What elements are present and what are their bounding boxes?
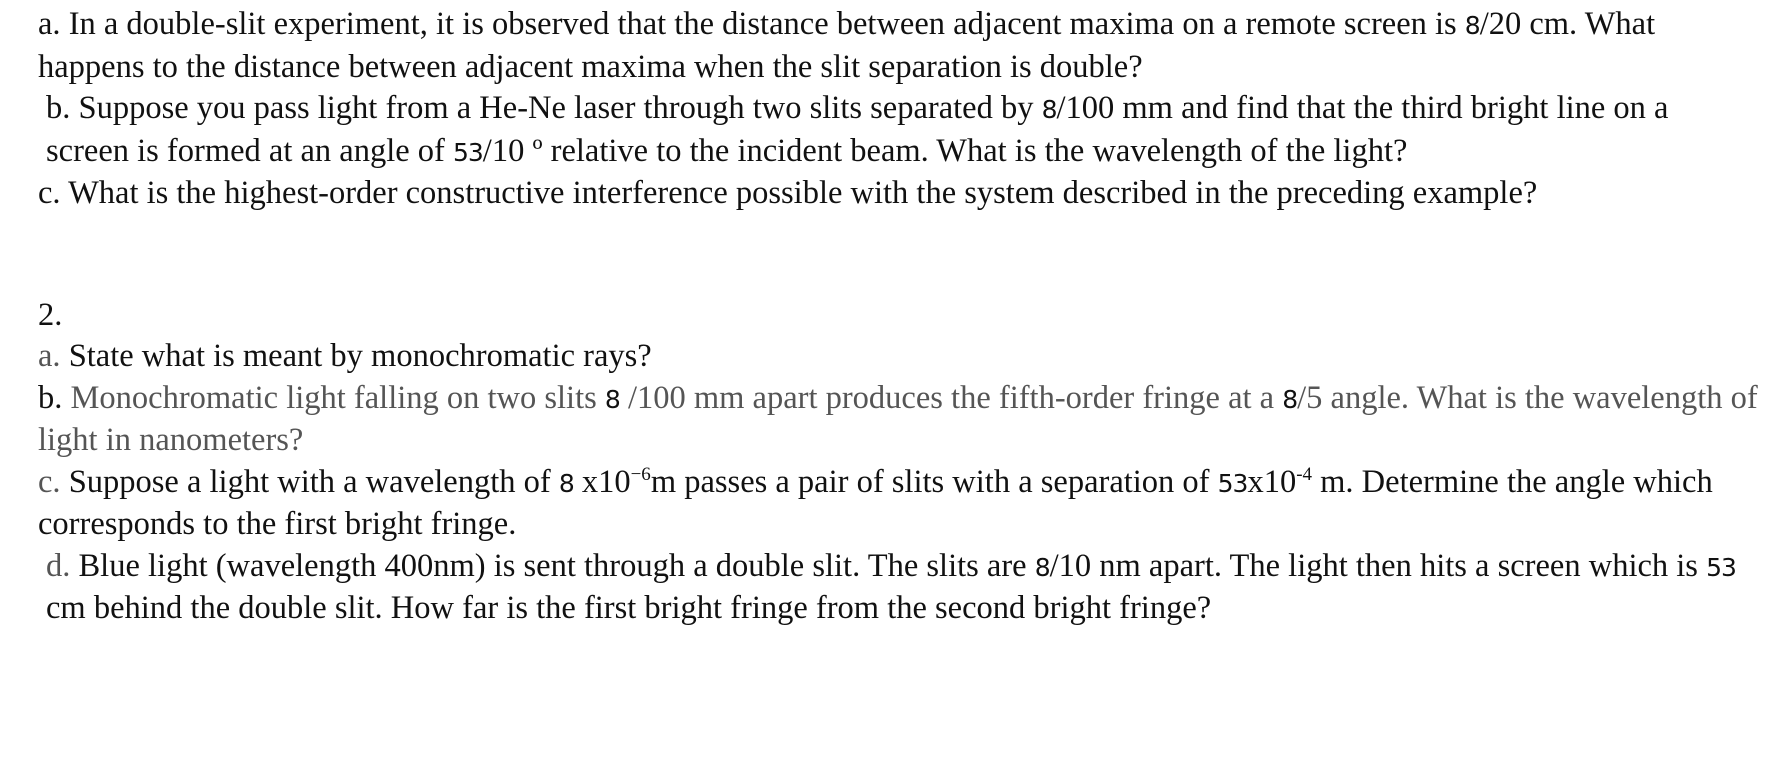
q1c-label: c.: [38, 175, 61, 211]
question-2-number: 2.: [38, 296, 63, 333]
question-2b: [38, 378, 1758, 462]
q2d-text-1: Blue light (wavelength 400nm) is sent through a double slit. The slits are: [70, 547, 1035, 584]
question-1a: [38, 4, 1758, 88]
q2b-label: b.: [38, 379, 63, 416]
document-body: [38, 4, 1758, 630]
q2d-handwritten-value-2: 53: [1706, 552, 1736, 582]
q1b-handwritten-value-2: 53: [452, 137, 483, 167]
q2b-text-1: Monochromatic light falling on two slits: [62, 379, 605, 416]
q2c-text-2: x10: [573, 463, 631, 500]
q2c-text-5: m. Determine the angle which corresponds to the first bright fringe.: [38, 463, 1713, 542]
q2c-exponent-1: −6: [630, 463, 651, 485]
question-1c: [38, 173, 1758, 215]
q2b-handwritten-value-1: 8: [604, 384, 620, 414]
q1a-text-2: /20 cm. What happens to the distance between adjacent maxima when the slit separation is double?: [38, 6, 1656, 85]
question-1b: [38, 88, 1758, 173]
q2a-text-1: State what is meant by monochromatic rays?: [60, 338, 652, 374]
q2d-handwritten-value-1: 8: [1034, 552, 1050, 582]
q2c-label: c.: [38, 463, 61, 500]
q2c-handwritten-value-2: 53: [1217, 468, 1248, 498]
q2b-handwritten-value-2: 8: [1282, 384, 1298, 414]
q2b-text-2: /100 mm apart produces the fifth-order fringe at a: [619, 379, 1283, 416]
q1b-label: b.: [46, 90, 71, 126]
question-2d: [38, 546, 1758, 630]
q2d-label: d.: [46, 547, 71, 584]
blank-spacer: [38, 215, 1758, 295]
q1b-text-2: /100 mm and find that the third bright line on a screen is formed at an angle of: [46, 90, 1669, 169]
q2c-exponent-2: -4: [1296, 463, 1313, 485]
q2c-text-4: x10: [1247, 463, 1297, 500]
q2c-text-1: Suppose a light with a wavelength of: [60, 463, 559, 500]
q2d-text-3: cm behind the double slit. How far is the first bright fringe from the second bright fringe?: [46, 590, 1212, 626]
q2a-label: a.: [38, 338, 61, 374]
q1a-handwritten-value: 8: [1464, 11, 1480, 40]
question-2c: [38, 462, 1758, 546]
question-2a: [38, 336, 1758, 378]
q1b-handwritten-value-1: 8: [1041, 95, 1057, 124]
q1b-text-1: Suppose you pass light from a He-Ne laser through two slits separated by: [70, 90, 1042, 126]
q1a-label: a.: [38, 6, 61, 42]
q1c-text-1: What is the highest-order constructive interference possible with the system described in the preceding example?: [60, 175, 1538, 211]
q1a-text-1: In a double-slit experiment, it is observed that the distance between adjacent maxima on a remote screen is: [60, 6, 1465, 42]
q2b-text-3: /5 angle. What is the wavelength of light in nanometers?: [38, 379, 1758, 458]
q2d-text-2: /10 nm apart. The light then hits a screen which is: [1049, 547, 1707, 584]
q1b-text-3: /10 º relative to the incident beam. What is the wavelength of the light?: [482, 132, 1408, 169]
q2c-text-3: m passes a pair of slits with a separation of: [650, 463, 1218, 500]
q2c-handwritten-value-1: 8: [558, 468, 574, 498]
